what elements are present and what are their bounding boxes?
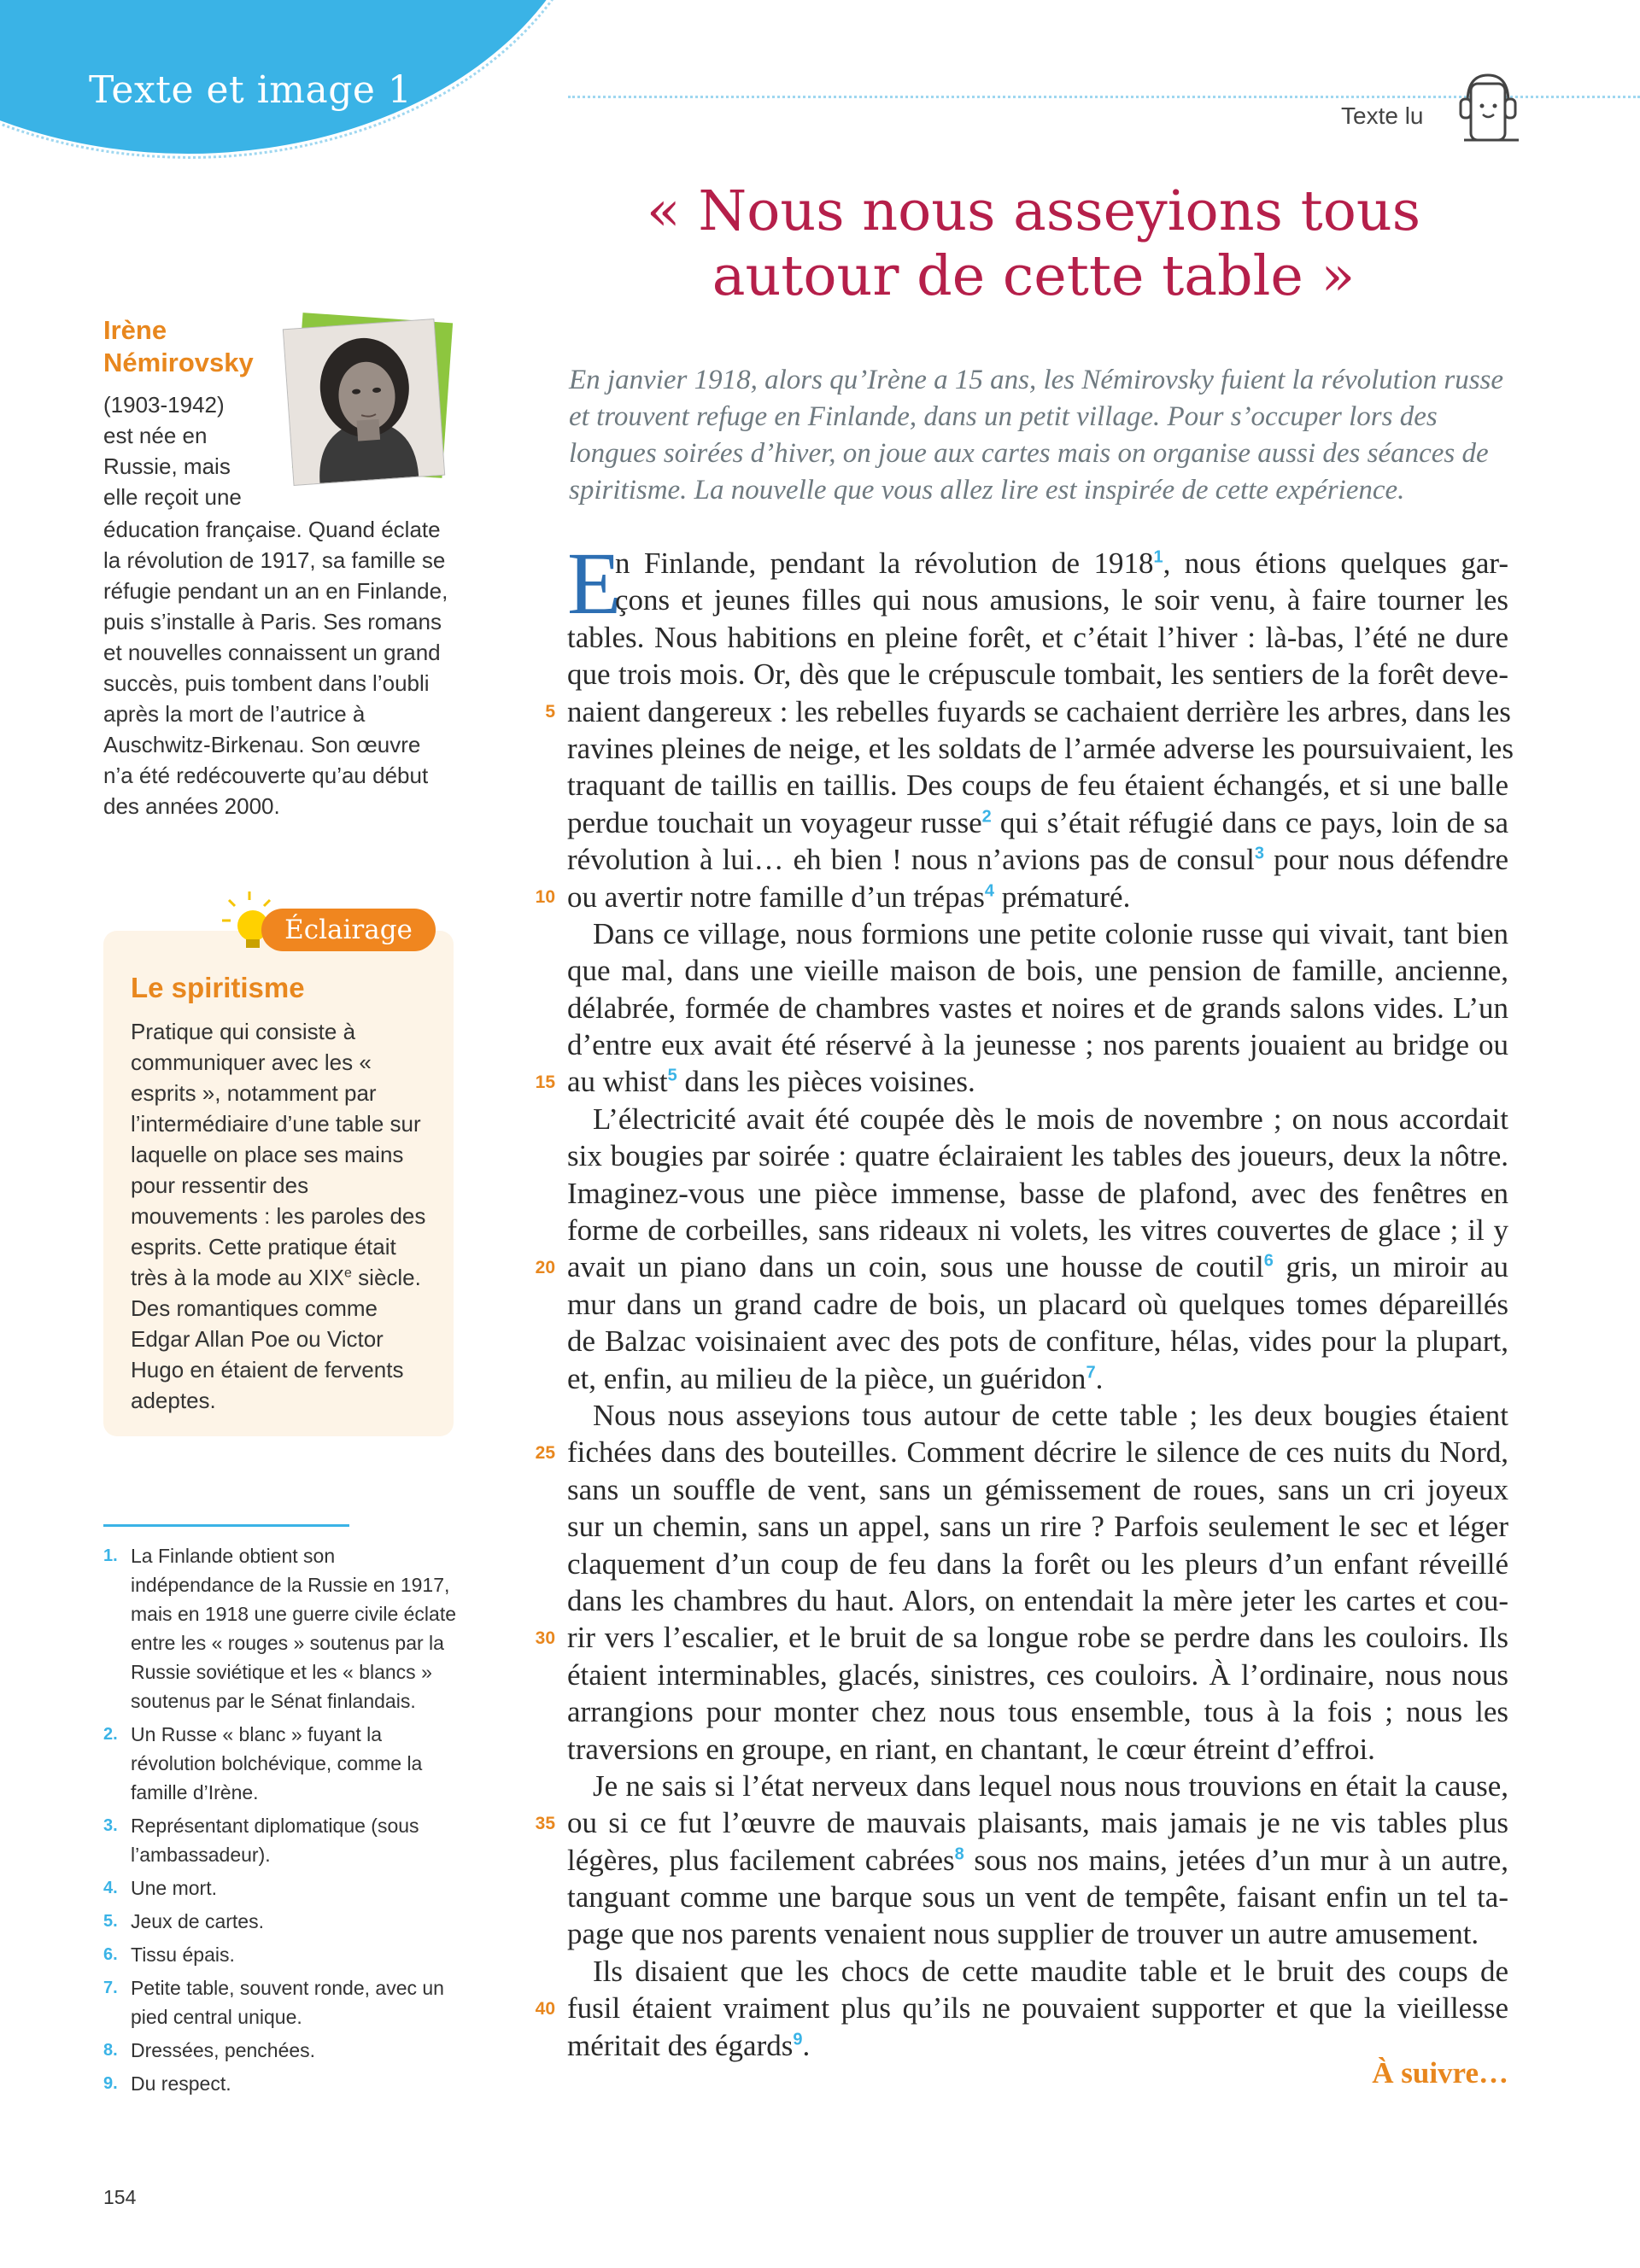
text-line: Je ne sais si l’état nerveux dans lequel nous nous trouvions en était la cause, xyxy=(593,1768,1508,1803)
text-line: çons et jeunes filles qui nous amusions, le soir venu, à faire tourner les xyxy=(615,583,1508,617)
intro-paragraph: En janvier 1918, alors qu’Irène a 15 ans, les Némirovsky fuient la révolution russe et trouvent refuge en Finlande, dans un petit village. Pour s’occuper lors des longues soirées d’hiver, on joue aux cartes mais on organise aussi des séances de spiritisme. La nouvelle que vous allez lire est inspirée de cette expérience. xyxy=(569,365,1504,506)
text-line: L’électricité avait été coupée dès le mois de novembre ; on nous accordait xyxy=(593,1102,1508,1136)
footnote xyxy=(103,1973,462,2031)
text-line: de Balzac voisinaient avec des pots de confiture, hélas, vides pour la plupart, xyxy=(567,1324,1508,1359)
footnote-divider xyxy=(103,1524,349,1527)
text-line: page que nos parents venaient nous supplier de trouver un autre amusement. xyxy=(567,1917,1479,1951)
text-line: d’entre eux avait été réservé à la jeunesse ; nos parents jouaient au bridge ou xyxy=(567,1028,1508,1062)
headphones-icon[interactable] xyxy=(1452,68,1520,145)
text-line: mur dans un grand cadre de bois, un placard où quelques tomes dépareillés xyxy=(567,1287,1508,1321)
eclairage-text-part: Pratique qui consiste à communiquer avec les « esprits », notamment par l’intermédiaire d’une table sur laquelle on place ses mains pour ressentir des mouvements : les paroles des esprits. Cette pratique était très à la mode au XIX xyxy=(131,1019,426,1290)
text-span: , nous étions quelques gar- xyxy=(1163,547,1508,580)
footnote-text: La Finlande obtient son indépendance de la Russie en 1917, mais en 1918 une guerre civile éclate entre les « rouges » soutenus par la Russie soviétique et les « blancs » soutenus par le Sénat finlandais. xyxy=(131,1545,457,1712)
text-span: ou avertir notre famille d’un trépas xyxy=(567,880,985,914)
footnote-ref: 1 xyxy=(1153,547,1163,567)
text-line: rir vers l’escalier, et le bruit de sa longue robe se perdre dans les couloirs. Ils xyxy=(567,1621,1508,1655)
text-line: naient dangereux : les rebelles fuyards se cachaient derrière les arbres, dans les xyxy=(567,694,1511,728)
footnote xyxy=(103,1541,462,1716)
story-title-line-1: « Nous nous asseyions tous xyxy=(646,179,1421,243)
footnote-ref: 3 xyxy=(1254,844,1265,863)
story-text xyxy=(567,535,1514,2064)
footnote-ref: 7 xyxy=(1086,1362,1096,1382)
footnote-ref: 6 xyxy=(1263,1251,1274,1271)
author-last-name: Némirovsky xyxy=(103,348,254,377)
line-number: 5 xyxy=(545,702,555,722)
text-line: Imaginez-vous une pièce immense, basse de plafond, avec des fenêtres en xyxy=(567,1176,1508,1210)
line-number: 30 xyxy=(535,1628,555,1648)
text-line xyxy=(567,1360,1508,1397)
footnote-text: Un Russe « blanc » fuyant la révolution bolchévique, comme la famille d’Irène. xyxy=(131,1723,423,1803)
text-line xyxy=(567,1842,1508,1879)
footnote-number: 9. xyxy=(103,2074,118,2093)
text-span: sous nos mains, jetées d’un mur à un autre, xyxy=(964,1843,1508,1877)
text-span: . xyxy=(1095,1361,1104,1395)
footnote xyxy=(103,1720,462,1807)
eclairage-text xyxy=(131,1016,438,1416)
footnote-text: Dressées, penchées. xyxy=(131,2039,316,2061)
text-line: sans un souffle de vent, sans un gémissement de roues, sans un cri joyeux xyxy=(567,1472,1508,1506)
footnote-text: Représentant diplomatique (sous l’ambassadeur). xyxy=(131,1815,419,1866)
footnote-text: Petite table, souvent ronde, avec un pied central unique. xyxy=(131,1977,444,2028)
text-line: six bougies par soirée : quatre éclairaient les tables des joueurs, deux la nôtre. xyxy=(567,1139,1508,1173)
footnote-number: 5. xyxy=(103,1912,118,1931)
footnote xyxy=(103,2036,462,2065)
text-line: tables. Nous habitions en pleine forêt, et c’était l’hiver : là-bas, l’été ne dure xyxy=(567,620,1508,654)
author-bio: éducation française. Quand éclate la révolution de 1917, sa famille se réfugie pendant un an en Finlande, puis s’installe à Paris. Ses romans et nouvelles connaissent un grand succès, puis tombent dans l’oubli après la mort de l’autrice à Auschwitz-Birkenau. Son œuvre n’a été redécouverte qu’au début des années 2000. xyxy=(103,517,448,819)
story-title xyxy=(564,179,1503,309)
text-span: au whist xyxy=(567,1065,668,1099)
author-name xyxy=(103,314,254,379)
text-line: ravines pleines de neige, et les soldats de l’armée adverse les poursuivaient, les xyxy=(567,731,1514,765)
text-line: claquement d’un coup de feu dans la forêt ou les pleurs d’un enfant réveillé xyxy=(567,1546,1508,1581)
text-line: fichées dans des bouteilles. Comment décrire le silence de ces nuits du Nord, xyxy=(567,1435,1508,1470)
audio-label: Texte lu xyxy=(1341,102,1424,129)
footnote xyxy=(103,2069,462,2098)
text-line xyxy=(567,1063,1508,1100)
footnote xyxy=(103,1940,462,1969)
footnote-number: 4. xyxy=(103,1879,118,1897)
text-line: Ils disaient que les chocs de cette maudite table et le bruit des coups de xyxy=(593,1954,1508,1988)
footnote-text: Jeux de cartes. xyxy=(131,1910,264,1932)
text-line xyxy=(567,879,1508,915)
text-span: gris, un miroir au xyxy=(1273,1250,1508,1284)
footnote-text: Du respect. xyxy=(131,2072,231,2095)
footnote-ref: 9 xyxy=(793,2029,803,2049)
text-line: dans les chambres du haut. Alors, on entendait la mère jeter les cartes et cou- xyxy=(567,1583,1508,1617)
text-line xyxy=(567,545,1508,582)
footnote-number: 6. xyxy=(103,1945,118,1964)
eclairage-text-part: siècle. Des romantiques comme Edgar Allan Poe ou Victor Hugo en étaient de fervents adeptes. xyxy=(131,1265,421,1413)
text-line: arrangions pour monter chez nous tous ensemble, tous à la fois ; nous les xyxy=(567,1695,1508,1729)
footnote-number: 2. xyxy=(103,1725,118,1744)
line-number: 35 xyxy=(535,1814,555,1833)
text-line: tanguant comme une barque sous un vent de tempête, faisant enfin un tel ta- xyxy=(567,1880,1508,1914)
text-span: perdue touchait un voyageur russe xyxy=(567,805,982,839)
text-span: révolution à lui… eh bien ! nous n’avions pas de consul xyxy=(567,843,1255,877)
superscript: e xyxy=(344,1266,352,1281)
text-span: méritait des égards xyxy=(567,2028,794,2062)
text-line: sur un chemin, sans un appel, sans un rire ? Parfois seulement le sec et léger xyxy=(567,1510,1508,1544)
footnote-ref: 2 xyxy=(981,807,992,827)
bio-line: est née en xyxy=(103,423,208,448)
line-number: 10 xyxy=(535,887,555,907)
eclairage-tab: Éclairage xyxy=(261,909,436,951)
text-line: traversions en groupe, en riant, en chantant, le cœur étreint d’effroi. xyxy=(567,1732,1375,1766)
author-portrait xyxy=(284,319,444,485)
story-title-line-2: autour de cette table » xyxy=(712,244,1356,308)
footnote-text: Tissu épais. xyxy=(131,1944,235,1966)
footnote xyxy=(103,1873,462,1903)
text-line xyxy=(567,1248,1508,1285)
text-span: et, enfin, au milieu de la pièce, un guéridon xyxy=(567,1361,1086,1395)
author-dates: (1903-1942) xyxy=(103,392,225,418)
bio-line: Russie, mais xyxy=(103,453,231,479)
line-number: 15 xyxy=(535,1073,555,1092)
eclairage-heading: Le spiritisme xyxy=(131,972,305,1003)
line-number: 20 xyxy=(535,1258,555,1277)
text-line: fusil étaient vraiment plus qu’ils ne pouvaient supporter et que la vieillesse xyxy=(567,1991,1508,2025)
text-line: délabrée, formée de chambres vastes et noires et de grands salons vides. L’un xyxy=(567,991,1508,1025)
text-span: avait un piano dans un coin, sous une housse de coutil xyxy=(567,1250,1264,1284)
footnote-number: 3. xyxy=(103,1816,118,1835)
footnote xyxy=(103,1907,462,1936)
text-span: dans les pièces voisines. xyxy=(676,1065,975,1099)
footnote-number: 8. xyxy=(103,2041,118,2060)
footnote-number: 1. xyxy=(103,1546,118,1565)
text-span: pour nous défendre xyxy=(1264,843,1508,877)
text-line xyxy=(567,841,1508,878)
text-line: Nous nous asseyions tous autour de cette table ; les deux bougies étaient xyxy=(593,1398,1508,1432)
a-suivre: À suivre… xyxy=(1372,2056,1508,2090)
line-number: 40 xyxy=(535,1999,555,2019)
text-line: traquant de taillis en taillis. Des coups de feu étaient échangés, et si une balle xyxy=(567,769,1508,803)
text-span: prématuré. xyxy=(993,880,1131,914)
footnote-ref: 5 xyxy=(667,1066,677,1085)
text-line: ou si ce fut l’œuvre de mauvais plaisants, mais jamais je ne vis tables plus xyxy=(567,1806,1508,1840)
text-line: Dans ce village, nous formions une petite colonie russe qui vivait, tant bien xyxy=(593,916,1508,950)
footnotes xyxy=(103,1541,462,2102)
footnote-ref: 8 xyxy=(954,1844,964,1864)
text-span: . xyxy=(802,2028,811,2062)
line-number: 25 xyxy=(535,1443,555,1463)
text-span: légères, plus facilement cabrées xyxy=(567,1843,955,1877)
drop-cap: E xyxy=(567,535,622,633)
footnote-ref: 4 xyxy=(984,880,994,900)
footnote xyxy=(103,1811,462,1869)
text-line xyxy=(567,804,1508,841)
text-span: qui s’était réfugié dans ce pays, loin de sa xyxy=(991,805,1508,839)
text-span: n Finlande, pendant la révolution de 1918 xyxy=(615,547,1154,580)
text-line: forme de corbeilles, sans rideaux ni volets, les vitres couvertes de glace ; il y xyxy=(567,1213,1508,1248)
author-first-name: Irène xyxy=(103,315,167,345)
footnote-text: Une mort. xyxy=(131,1877,217,1899)
text-line: étaient interminables, glacés, sinistres, ces couloirs. À l’ordinaire, nous nous xyxy=(567,1657,1508,1692)
section-title: Texte et image 1 xyxy=(89,68,413,112)
footnote-number: 7. xyxy=(103,1979,118,1997)
bio-line: elle reçoit une xyxy=(103,484,242,510)
page-number: 154 xyxy=(103,2186,137,2208)
text-line: que trois mois. Or, dès que le crépuscule tombait, les sentiers de la forêt deve- xyxy=(567,658,1508,692)
text-line: que mal, dans une vieille maison de bois, une pension de famille, ancienne, xyxy=(567,954,1508,988)
